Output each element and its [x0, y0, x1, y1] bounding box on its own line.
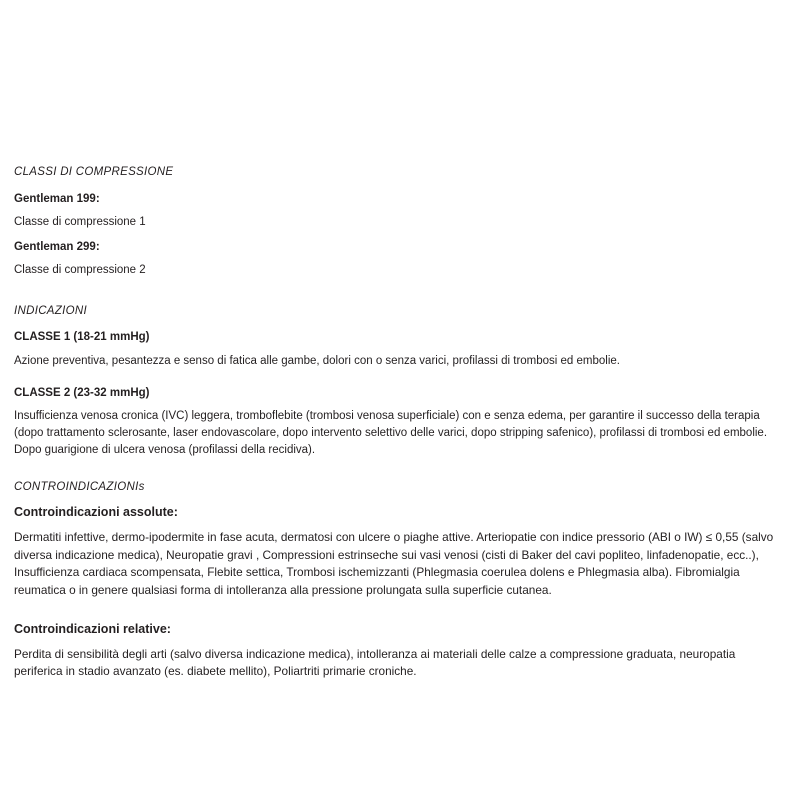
spacer-1	[14, 288, 786, 305]
contraindications-absolute-text: Dermatiti infettive, dermo-ipodermite in fase acuta, dermatosi con ulcere o piaghe attive. Arteriopatie con indice pressorio (ABI o IW) ≤ 0,55 (salvo diversa indicazione medica), Neuropatie gravi , Compressioni estrinseche sui vasi venosi (cisti di Baker del cavi popliteo, linfadenopatie, ecc..), Insufficienza cardiaca scompensata, Flebite settica, Trombosi ischemizzanti (Phlegmasia coerulea dolens e Phlegmasia alba). Fibromialgia reumatica o in genere qualsiasi forma di intolleranza alla pressione prolungata sulla superficie cutanea.	[14, 529, 774, 597]
contraindications-absolute-title: Controindicazioni assolute:	[14, 504, 178, 519]
indication-title-class-2: CLASSE 2 (23-32 mmHg)	[14, 386, 150, 399]
compression-item-value-1: Classe di compressione 1	[14, 216, 146, 229]
indication-text-class-1: Azione preventiva, pesantezza e senso di fatica alle gambe, dolori con o senza varici, profilassi di trombosi ed embolie.	[14, 354, 620, 367]
indication-text-class-2: Insufficienza venosa cronica (IVC) leggera, tromboflebite (trombosi venosa superficiale) con e senza edema, per garantire il successo della terapia (dopo trattamento sclerosante, laser endovascolare, dopo intervento selettivo delle varici, dopo stripping safenico), profilassi di trombosi ed embolie. Dopo guarigione di ulcera venosa (profilassi della recidiva).	[14, 409, 768, 457]
section-heading-indications: INDICAZIONI	[14, 305, 87, 318]
section-heading-contraindications: CONTROINDICAZIONIs	[14, 481, 145, 494]
contraindications-relative-text: Perdita di sensibilità degli arti (salvo diversa indicazione medica), intolleranza ai materiali delle calze a compressione graduata, neuropatia periferica in stadio avanzato (es. diabete mellito), Poliartriti primarie croniche.	[14, 646, 736, 679]
compression-item-value-2: Classe di compressione 2	[14, 264, 146, 277]
section-contraindications	[14, 481, 786, 681]
contraindications-relative-title: Controindicazioni relative:	[14, 621, 171, 636]
document-content	[14, 166, 786, 681]
compression-item-model-1: Gentleman 199:	[14, 192, 100, 205]
spacer-4	[14, 600, 786, 622]
indication-title-class-1: CLASSE 1 (18-21 mmHg)	[14, 331, 150, 344]
compression-item-model-2: Gentleman 299:	[14, 241, 100, 254]
spacer-3	[14, 470, 786, 481]
section-heading-compression: CLASSI DI COMPRESSIONE	[14, 166, 174, 178]
section-compression-classes	[14, 166, 786, 278]
section-indications	[14, 305, 786, 459]
